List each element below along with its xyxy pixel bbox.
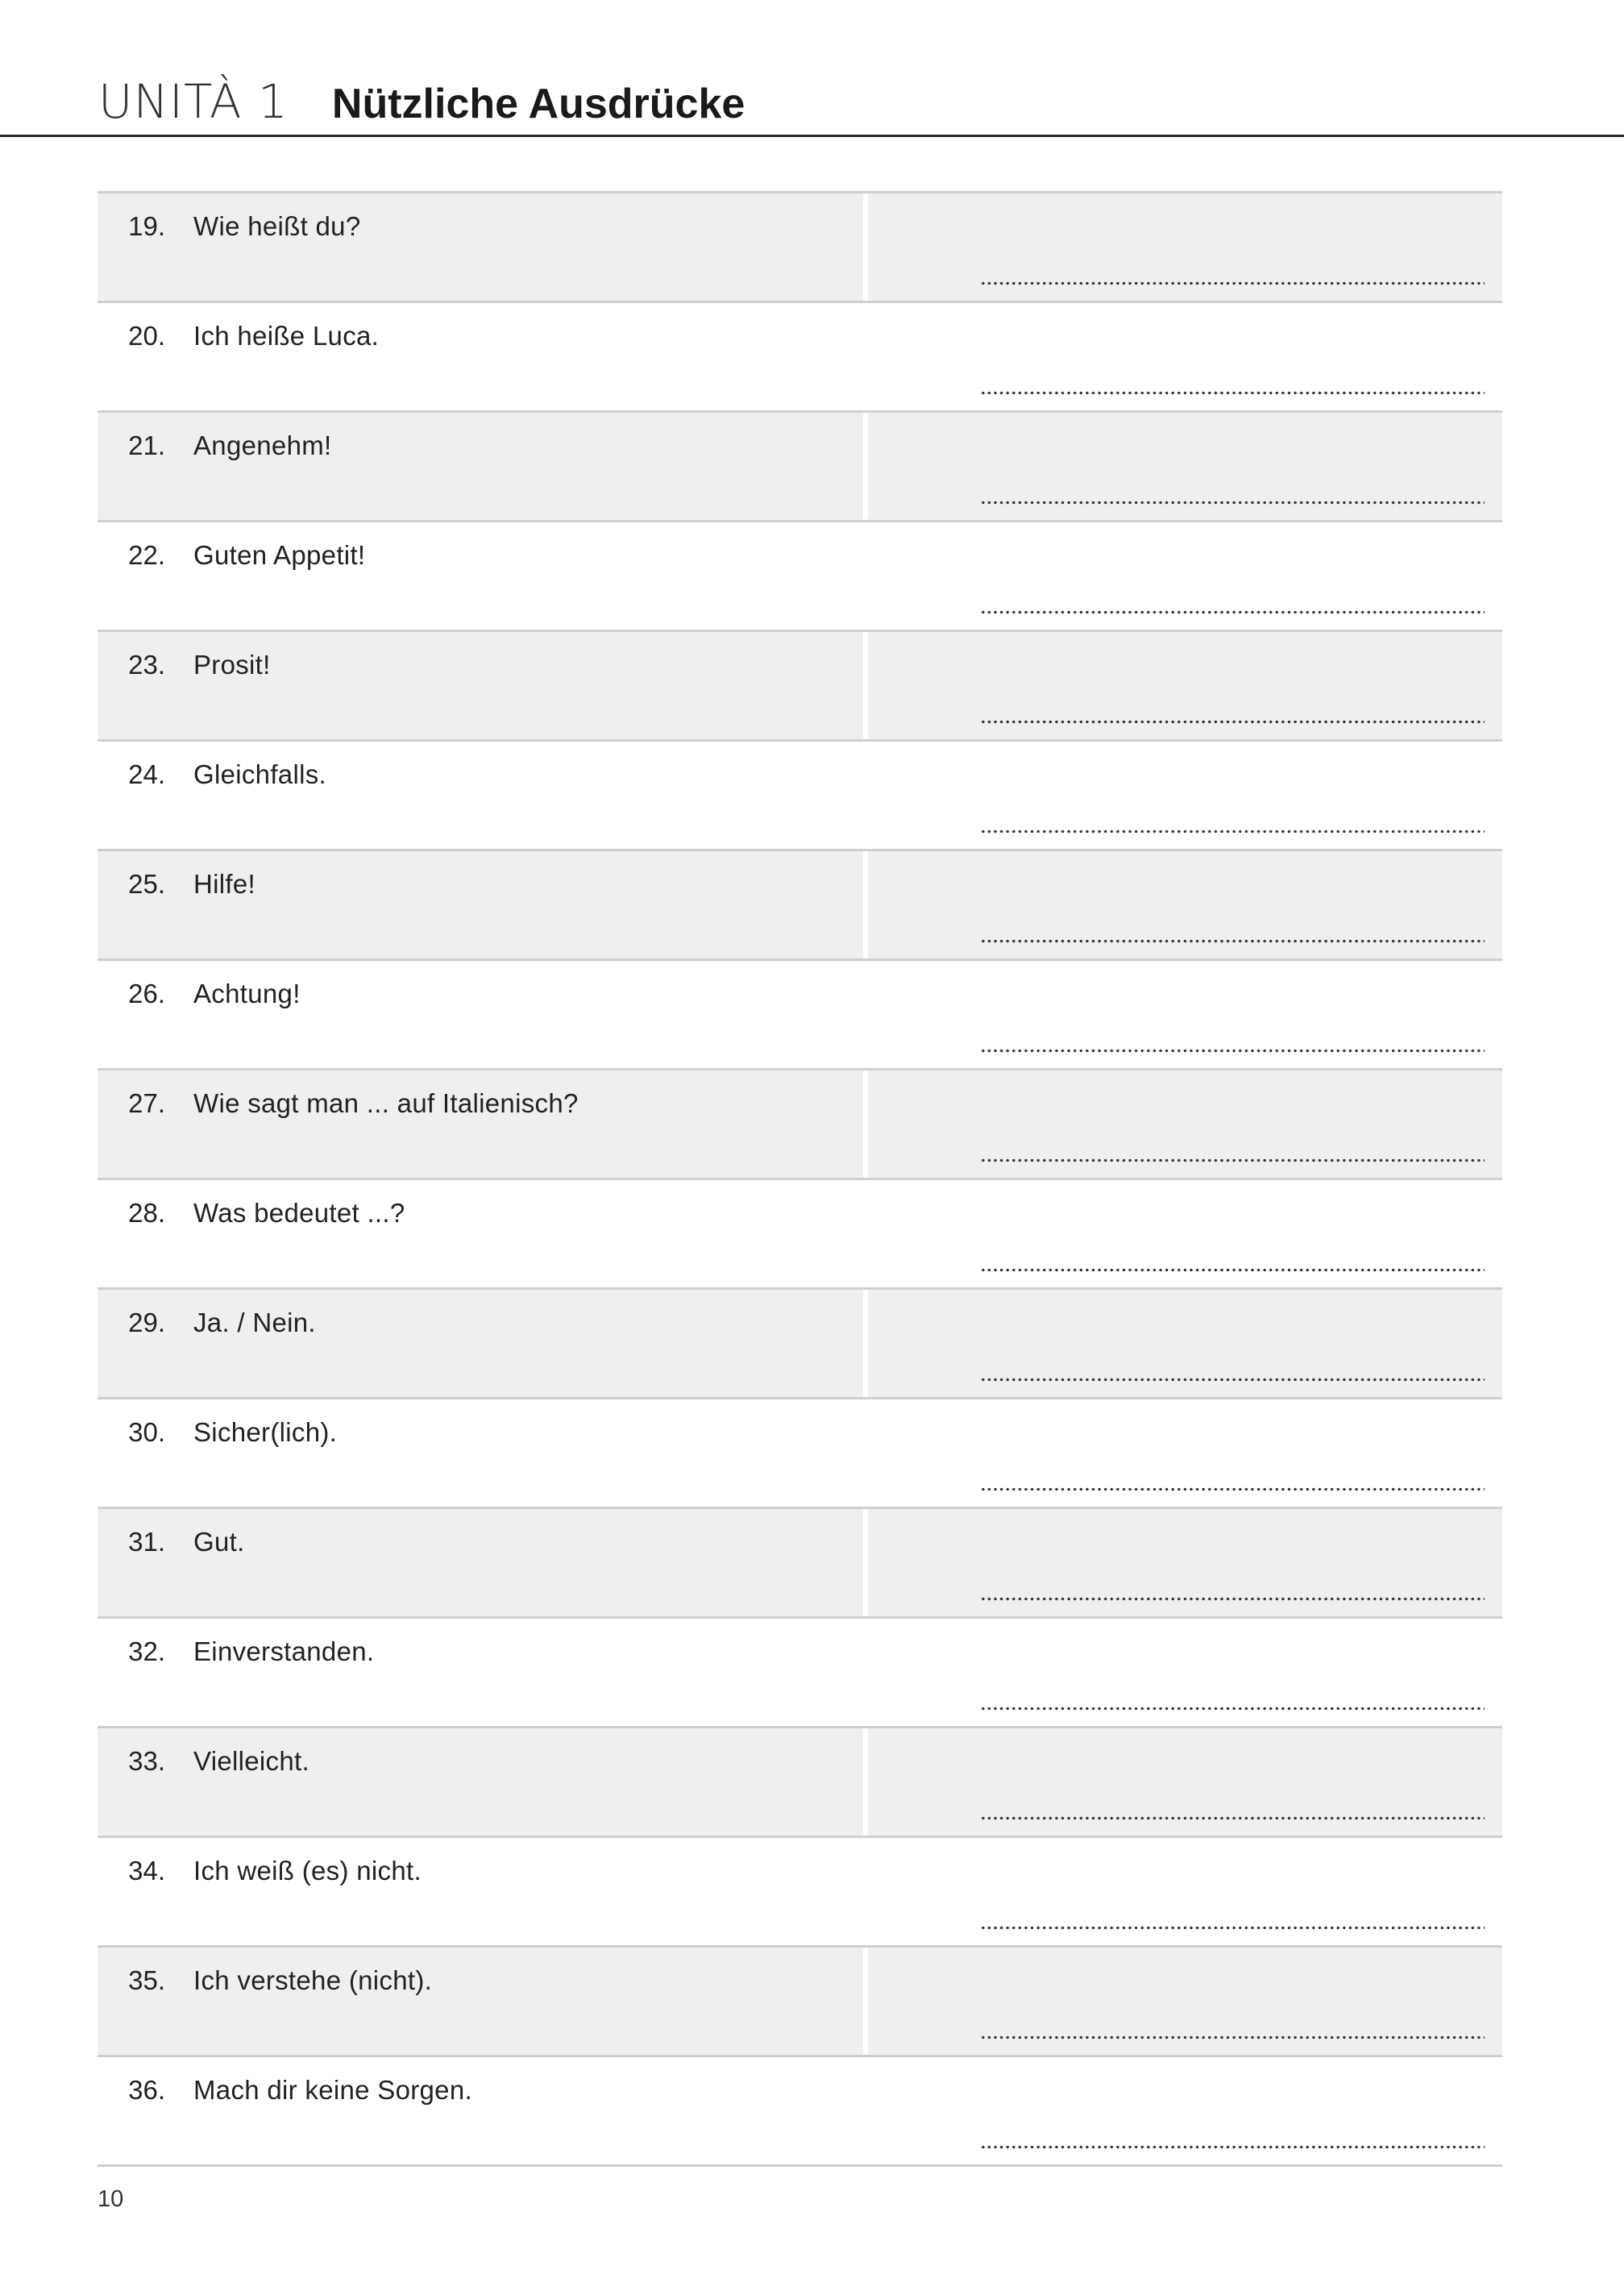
translation-cell[interactable] <box>868 961 1502 1068</box>
phrase-row <box>98 1180 1502 1290</box>
phrase-table <box>98 191 1502 2167</box>
phrase-row <box>98 1728 1502 1838</box>
translation-cell[interactable] <box>868 742 1502 849</box>
phrase-number: 19. <box>128 211 165 241</box>
phrase-number: 22. <box>128 540 165 570</box>
translation-cell[interactable] <box>868 1838 1502 1945</box>
phrase-cell <box>98 851 863 958</box>
phrase-number: 30. <box>128 1417 165 1447</box>
phrase-number: 32. <box>128 1636 165 1666</box>
phrase-row <box>98 961 1502 1071</box>
phrase-row <box>98 193 1502 303</box>
translation-cell[interactable] <box>868 522 1502 630</box>
phrase-row <box>98 2057 1502 2167</box>
phrase-text: Einverstanden. <box>193 1636 375 1666</box>
answer-dotted-line <box>980 1707 1485 1711</box>
translation-cell[interactable] <box>868 1509 1502 1616</box>
answer-dotted-line <box>980 281 1485 285</box>
phrase-row <box>98 1838 1502 1948</box>
translation-cell[interactable] <box>868 1399 1502 1507</box>
phrase-text: Mach dir keine Sorgen. <box>193 2075 472 2105</box>
phrase-text: Achtung! <box>193 979 301 1008</box>
phrase-row <box>98 303 1502 413</box>
phrase-number: 36. <box>128 2075 165 2105</box>
phrase-number: 23. <box>128 650 165 680</box>
answer-dotted-line <box>980 1049 1485 1053</box>
phrase-text: Sicher(lich). <box>193 1417 338 1447</box>
phrase-number: 34. <box>128 1856 165 1886</box>
phrase-row <box>98 1290 1502 1399</box>
phrase-text: Prosit! <box>193 650 271 680</box>
phrase-text: Ich heiße Luca. <box>193 321 380 351</box>
phrase-number: 25. <box>128 869 165 899</box>
translation-cell[interactable] <box>868 1619 1502 1726</box>
phrase-row <box>98 1948 1502 2057</box>
phrase-cell <box>98 522 863 630</box>
phrase-row <box>98 1399 1502 1509</box>
unit-label: UNITÀ 1 <box>98 74 289 129</box>
translation-cell[interactable] <box>868 413 1502 520</box>
header-divider <box>0 135 1624 137</box>
phrase-cell <box>98 1948 863 2055</box>
phrase-row <box>98 1509 1502 1619</box>
answer-dotted-line <box>980 1926 1485 1930</box>
phrase-row <box>98 851 1502 961</box>
phrase-cell <box>98 1399 863 1507</box>
page-header <box>98 74 745 131</box>
phrase-number: 27. <box>128 1088 165 1118</box>
phrase-text: Ja. / Nein. <box>193 1308 316 1337</box>
answer-dotted-line <box>980 1487 1485 1491</box>
phrase-cell <box>98 193 863 301</box>
phrase-number: 21. <box>128 430 165 460</box>
answer-dotted-line <box>980 501 1485 505</box>
answer-dotted-line <box>980 391 1485 395</box>
phrase-cell <box>98 1290 863 1397</box>
phrase-text: Guten Appetit! <box>193 540 366 570</box>
phrase-cell <box>98 413 863 520</box>
phrase-text: Wie sagt man ... auf Italienisch? <box>193 1088 579 1118</box>
phrase-text: Gleichfalls. <box>193 759 326 789</box>
phrase-row <box>98 632 1502 742</box>
phrase-cell <box>98 961 863 1068</box>
phrase-text: Vielleicht. <box>193 1746 309 1776</box>
phrase-text: Hilfe! <box>193 869 255 899</box>
answer-dotted-line <box>980 2035 1485 2039</box>
phrase-cell <box>98 632 863 739</box>
answer-dotted-line <box>980 610 1485 614</box>
translation-cell[interactable] <box>868 193 1502 301</box>
translation-cell[interactable] <box>868 1948 1502 2055</box>
phrase-cell <box>98 1619 863 1726</box>
phrase-number: 20. <box>128 321 165 351</box>
phrase-cell <box>98 1509 863 1616</box>
page-number: 10 <box>98 2186 124 2212</box>
phrase-row <box>98 1619 1502 1728</box>
translation-cell[interactable] <box>868 1290 1502 1397</box>
phrase-row <box>98 413 1502 522</box>
answer-dotted-line <box>980 1268 1485 1272</box>
phrase-number: 26. <box>128 979 165 1008</box>
phrase-number: 31. <box>128 1527 165 1557</box>
phrase-cell <box>98 2057 863 2164</box>
phrase-text: Was bedeutet ...? <box>193 1198 405 1228</box>
answer-dotted-line <box>980 939 1485 943</box>
phrase-text: Ich verstehe (nicht). <box>193 1965 433 1995</box>
translation-cell[interactable] <box>868 851 1502 958</box>
answer-dotted-line <box>980 720 1485 724</box>
answer-dotted-line <box>980 1597 1485 1601</box>
phrase-cell <box>98 1071 863 1178</box>
page-title: Nützliche Ausdrücke <box>331 81 746 127</box>
phrase-text: Ich weiß (es) nicht. <box>193 1856 422 1886</box>
phrase-number: 28. <box>128 1198 165 1228</box>
phrase-number: 29. <box>128 1308 165 1337</box>
translation-cell[interactable] <box>868 303 1502 410</box>
phrase-text: Wie heißt du? <box>193 211 361 241</box>
translation-cell[interactable] <box>868 1728 1502 1836</box>
phrase-cell <box>98 1180 863 1287</box>
phrase-number: 35. <box>128 1965 165 1995</box>
phrase-row <box>98 1071 1502 1180</box>
phrase-cell <box>98 1838 863 1945</box>
answer-dotted-line <box>980 1378 1485 1382</box>
phrase-row <box>98 522 1502 632</box>
translation-cell[interactable] <box>868 632 1502 739</box>
answer-dotted-line <box>980 1158 1485 1162</box>
translation-cell[interactable] <box>868 1180 1502 1287</box>
answer-dotted-line <box>980 2145 1485 2149</box>
translation-cell[interactable] <box>868 1071 1502 1178</box>
translation-cell[interactable] <box>868 2057 1502 2164</box>
phrase-number: 33. <box>128 1746 165 1776</box>
phrase-number: 24. <box>128 759 165 789</box>
phrase-text: Gut. <box>193 1527 245 1557</box>
answer-dotted-line <box>980 830 1485 834</box>
phrase-cell <box>98 1728 863 1836</box>
phrase-row <box>98 742 1502 851</box>
phrase-cell <box>98 303 863 410</box>
answer-dotted-line <box>980 1816 1485 1820</box>
phrase-text: Angenehm! <box>193 430 332 460</box>
phrase-cell <box>98 742 863 849</box>
